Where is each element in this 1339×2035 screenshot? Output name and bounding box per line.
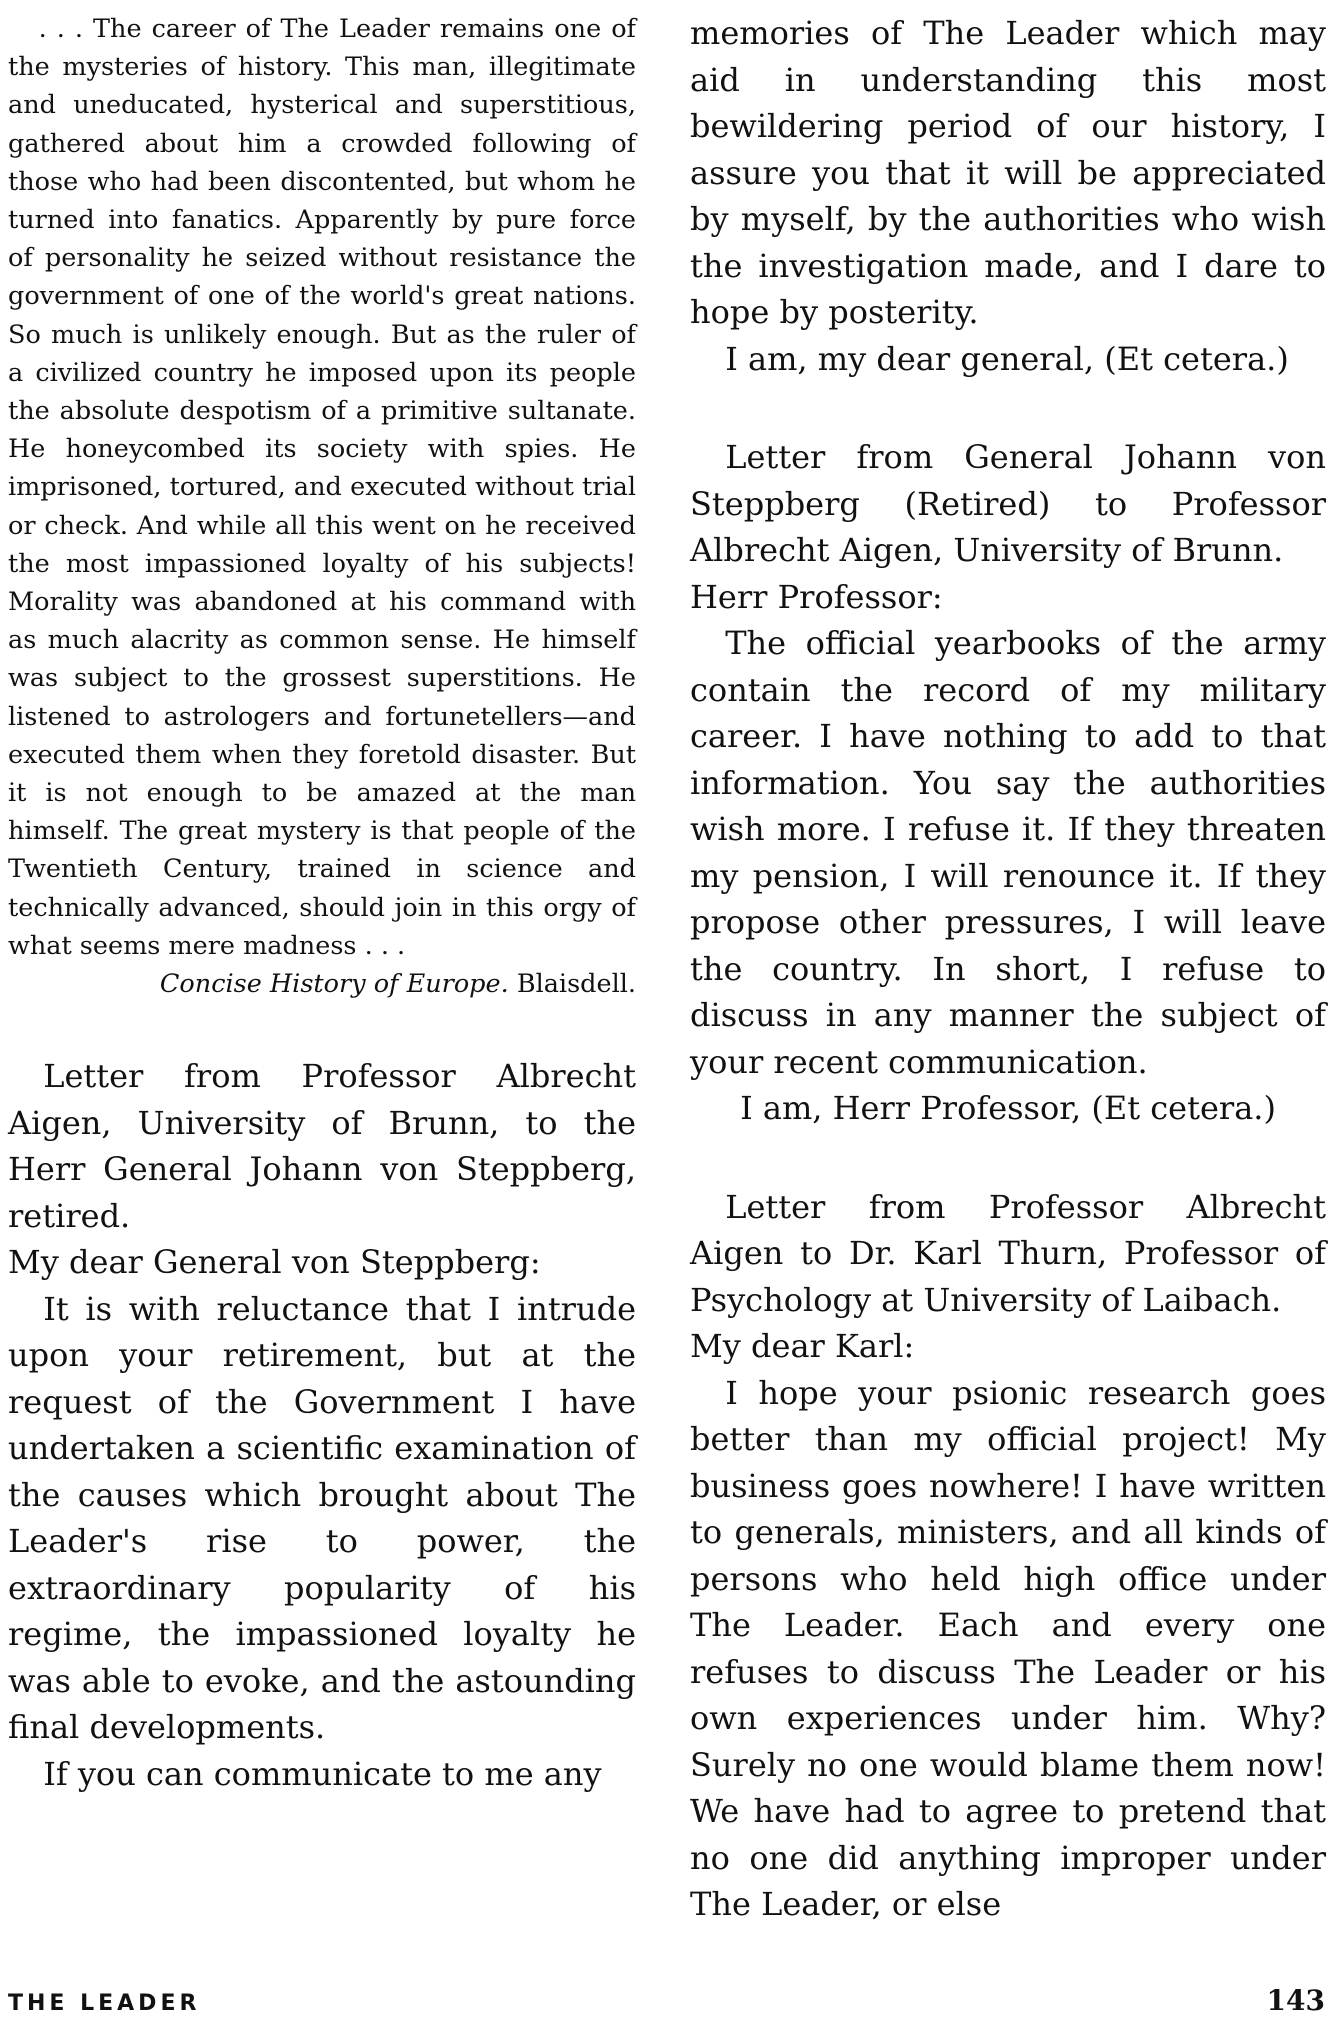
right-column (690, 10, 1326, 1928)
letter2-heading: Letter from General Johann von Steppberg (Retired) to Professor Albrecht Aigen, University of Brunn. (690, 438, 1326, 569)
letter2-paragraph-1: The official yearbooks of the army contain the record of my military career. I have nothing to add to that information. You say the authorities wish more. I refuse it. If they threaten my pension, I will renounce it. If they propose other pressures, I will leave the country. In short, I refuse to discuss in any manner the subject of your recent communication. (690, 624, 1326, 1081)
left-column (8, 10, 636, 1797)
letter1-heading: Letter from Professor Albrecht Aigen, University of Brunn, to the Herr General Johann von Steppberg, retired. (8, 1057, 636, 1235)
epigraph-attribution (8, 965, 636, 1003)
attribution-author: Blaisdell. (516, 969, 636, 1000)
section-gap (690, 1132, 1326, 1184)
letter1-paragraph-2-continued: memories of The Leader which may aid in understanding this most bewildering period of our history, I assure you that it will be appreciated by myself, by the authorities who wish the investigation made, and I dare to hope by posterity. (690, 14, 1326, 331)
running-head: THE LEADER (8, 1991, 201, 2016)
letter2-closing: I am, Herr Professor, (Et cetera.) (740, 1089, 1276, 1127)
letter1-paragraph-2: If you can communicate to me any (43, 1754, 602, 1793)
section-gap (8, 1003, 636, 1053)
letter1-paragraph-1: It is with reluctance that I intrude upon your retirement, but at the request of the Government I have undertaken a scientific examination of the causes which brought about The Leader's rise to power, the extraordinary popularity of his regime, the impassioned loyalty he was able to evoke, and the astounding final developments. (8, 1289, 636, 1747)
letter1-closing: I am, my dear general, (Et cetera.) (725, 339, 1289, 378)
epigraph: . . . The career of The Leader remains one of the mysteries of history. This man, illegitimate and uneducated, hysterical and superstitious, gathered about him a crowded following of those who had been discontented, but whom he turned into fanatics. Apparently by pure force of personality he seized without resistance the government of one of the world's great nations. So much is unlikely enough. But as the ruler of a civilized country he imposed upon its people the absolute despotism of a primitive sultanate. He honeycombed its society with spies. He imprisoned, tortured, and executed without trial or check. And while all this went on he received the most impassioned loyalty of his subjects! Morality was abandoned at his command with as much alacrity as common sense. He himself was subject to the grossest superstitions. He listened to astrologers and fortunetellers—and executed them when they foretold disaster. But it is not enough to be amazed at the man himself. The great mystery is that people of the Twentieth Century, trained in science and technically advanced, should join in this orgy of what seems mere madness . . . (8, 14, 636, 961)
attribution-title: Concise History of Europe. (159, 969, 509, 1000)
section-gap (690, 382, 1326, 434)
letter3-paragraph-1: I hope your psionic research goes better than my official project! My business goes nowhere! I have written to generals, ministers, and all kinds of persons who held high office under The Leader. Each and every one refuses to discuss The Leader or his own experiences under him. Why? Surely no one would blame them now! We have had to agree to pretend that no one did anything improper under The Leader, or else (690, 1373, 1326, 1923)
letter2-salutation: Herr Professor: (690, 577, 943, 616)
letter1-salutation: My dear General von Steppberg: (8, 1243, 541, 1282)
page-number: 143 (1266, 1984, 1325, 2017)
letter3-salutation: My dear Karl: (690, 1327, 915, 1365)
letter3-heading: Letter from Professor Albrecht Aigen to Dr. Karl Thurn, Professor of Psychology at University of Laibach. (690, 1187, 1326, 1319)
page-footer (8, 1984, 1325, 2017)
